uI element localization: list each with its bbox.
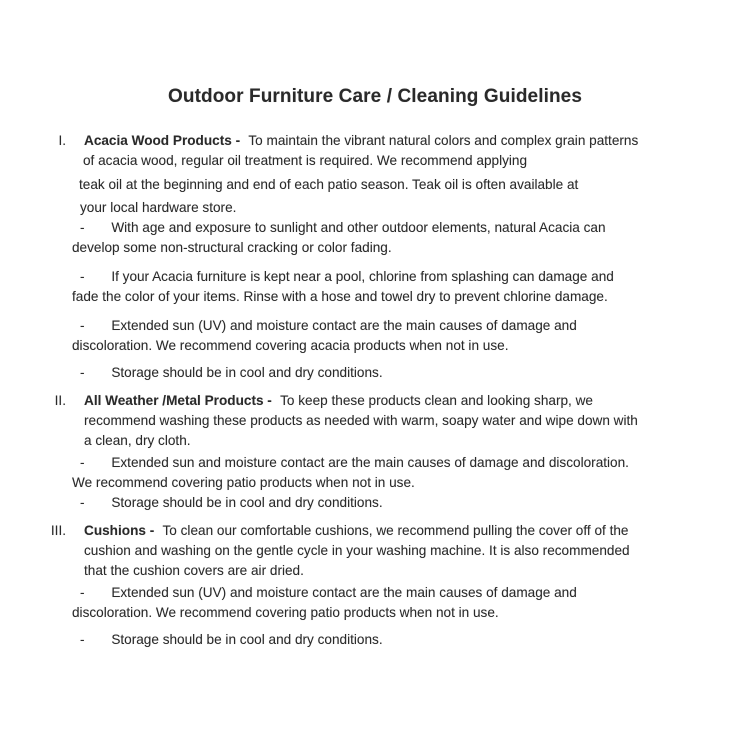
section-heading: Cushions - — [84, 523, 155, 538]
section-lead-text: To maintain the vibrant natural colors and complex grain patterns — [248, 133, 639, 148]
bullet-continuation-line: We recommend covering patio products when not in use. — [72, 475, 415, 490]
section-cushions — [0, 521, 750, 650]
bullet-dash: - — [80, 632, 85, 647]
bullet-line — [0, 630, 750, 650]
paragraph-line: that the cushion covers are air dried. — [84, 563, 304, 578]
bullet-line — [0, 453, 750, 473]
section-heading-line — [0, 391, 750, 411]
bullet-text: Storage should be in cool and dry conditions. — [111, 365, 383, 380]
bullet-line — [0, 316, 750, 336]
section-acacia-wood — [0, 131, 750, 383]
bullet-text: With age and exposure to sunlight and other outdoor elements, natural Acacia can — [111, 220, 606, 235]
section-lead-text: To keep these products clean and looking sharp, we — [280, 393, 593, 408]
bullet-text: Extended sun and moisture contact are the main causes of damage and discoloration. — [111, 455, 629, 470]
bullet-text: If your Acacia furniture is kept near a pool, chlorine from splashing can damage and — [111, 269, 614, 284]
section-heading-line — [0, 521, 750, 541]
bullet-continuation-line: develop some non-structural cracking or color fading. — [72, 240, 392, 255]
bullet-dash: - — [80, 220, 85, 235]
paragraph-line: your local hardware store. — [80, 200, 237, 215]
bullet-dash: - — [80, 495, 85, 510]
bullet-text: Extended sun (UV) and moisture contact are the main causes of damage and — [111, 585, 577, 600]
bullet-line — [0, 218, 750, 238]
section-numeral: II. — [54, 393, 66, 408]
section-heading: Acacia Wood Products - — [84, 133, 241, 148]
bullet-dash: - — [80, 365, 85, 380]
bullet-continuation-line: discoloration. We recommend covering patio products when not in use. — [72, 605, 499, 620]
bullet-line — [0, 493, 750, 513]
bullet-text: Storage should be in cool and dry conditions. — [111, 632, 383, 647]
paragraph-line: a clean, dry cloth. — [84, 433, 191, 448]
paragraph-line: of acacia wood, regular oil treatment is required. We recommend applying — [83, 153, 528, 168]
paragraph-line: teak oil at the beginning and end of each patio season. Teak oil is often available at — [79, 177, 579, 192]
bullet-line — [0, 583, 750, 603]
bullet-text: Extended sun (UV) and moisture contact are the main causes of damage and — [111, 318, 577, 333]
paragraph-line: recommend washing these products as needed with warm, soapy water and wipe down with — [84, 413, 638, 428]
bullet-dash: - — [80, 585, 85, 600]
bullet-continuation-line: discoloration. We recommend covering acacia products when not in use. — [72, 338, 509, 353]
bullet-dash: - — [80, 455, 85, 470]
bullet-line — [0, 267, 750, 287]
bullet-dash: - — [80, 269, 85, 284]
section-all-weather-metal — [0, 391, 750, 513]
section-lead-text: To clean our comfortable cushions, we recommend pulling the cover off of the — [162, 523, 629, 538]
section-numeral: III. — [50, 523, 66, 538]
section-numeral: I. — [58, 133, 66, 148]
page-title: Outdoor Furniture Care / Cleaning Guidelines — [168, 86, 582, 107]
paragraph-line: cushion and washing on the gentle cycle in your washing machine. It is also recommended — [84, 543, 630, 558]
bullet-dash: - — [80, 318, 85, 333]
bullet-text: Storage should be in cool and dry conditions. — [111, 495, 383, 510]
section-heading: All Weather /Metal Products - — [84, 393, 272, 408]
bullet-continuation-line: fade the color of your items. Rinse with a hose and towel dry to prevent chlorine damage. — [72, 289, 608, 304]
section-heading-line — [0, 131, 750, 151]
bullet-line — [0, 363, 750, 383]
